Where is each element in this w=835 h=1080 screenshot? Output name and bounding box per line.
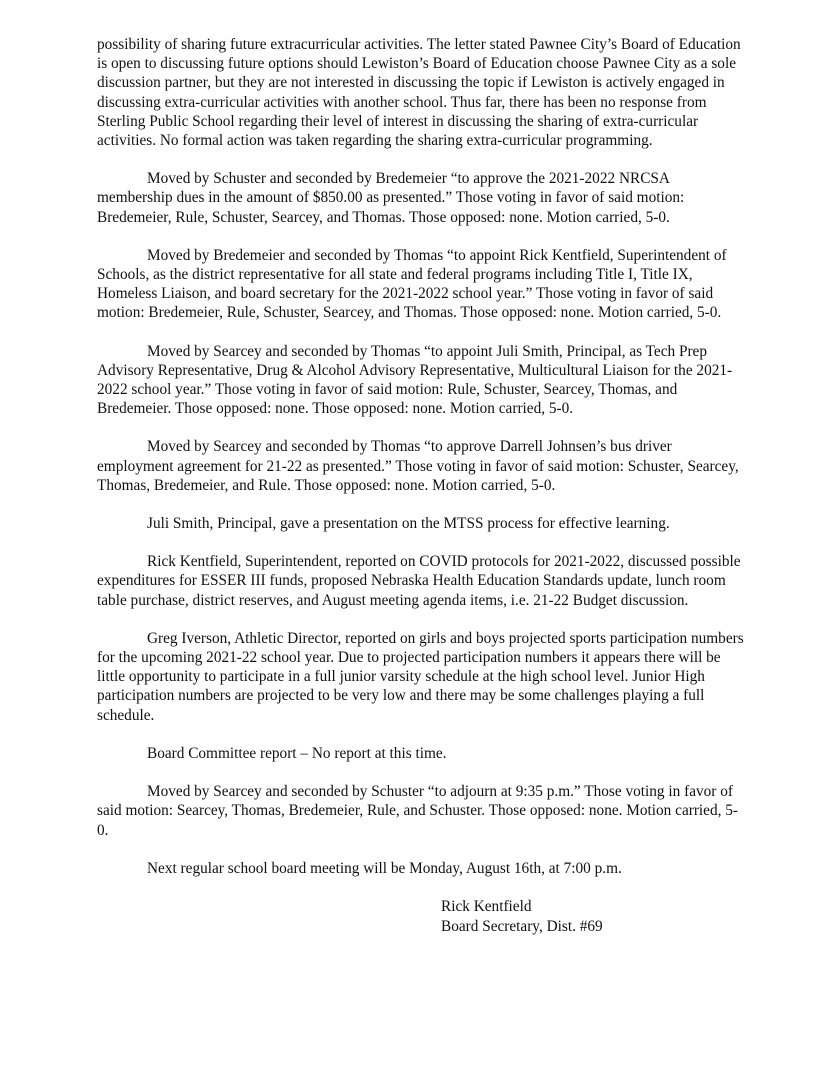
paragraph-board-committee-report: Board Committee report – No report at this time. (147, 744, 447, 762)
paragraph-superintendent-report: Rick Kentfield, Superintendent, reported on COVID protocols for 2021-2022, discussed possible expenditures for ESSER III funds, proposed Nebraska Health Education Standards update, lunch room table purchase, district reserves, and August meeting agenda items, i.e. 21-22 Budget discussion. (97, 553, 741, 609)
paragraph-athletic-director-report: Greg Iverson, Athletic Director, reported on girls and boys projected sports participation numbers for the upcoming 2021-22 school year. Due to projected participation numbers it appears there will be little opportunity to participate in a full junior varsity schedule at the high school level. Junior High participation numbers are projected to be very low and there may be some challenges playing a full schedule. (97, 629, 744, 724)
paragraph-bus-driver-motion: Moved by Searcey and seconded by Thomas “to approve Darrell Johnsen’s bus driver employment agreement for 21-22 as presented.” Those voting in favor of said motion: Schuster, Searcey, Thomas, Bredemeier, and Rule. Those opposed: none. Motion carried, 5-0. (97, 438, 739, 494)
paragraph-mtss-presentation: Juli Smith, Principal, gave a presentation on the MTSS process for effective learning. (147, 515, 670, 533)
paragraph-principal-appointment-motion: Moved by Searcey and seconded by Thomas “to appoint Juli Smith, Principal, as Tech Prep Advisory Representative, Drug & Alcohol Advisory Representative, Multicultural Liaison for the 2021-2022 school year.” Those voting in favor of said motion: Rule, Schuster, Searcey, Thomas, and Bredemeier. Those opposed: none. Those opposed: none. Motion carried, 5-0. (97, 342, 733, 418)
signature-title: Board Secretary, Dist. #69 (441, 917, 603, 935)
document-page (97, 35, 747, 937)
paragraph-extracurricular-sharing: possibility of sharing future extracurricular activities. The letter stated Pawnee City’s Board of Education is open to discussing future options should Lewiston’s Board of Education choose Pawnee City as a sole discussion partner, but they are not interested in discussing the topic if Lewiston is actively engaged in discussing extra-curricular activities with another school. Thus far, there has been no response from Sterling Public School regarding their level of interest in discussing the sharing of extra-curricular activities. No formal action was taken regarding the sharing extra-curricular programming. (97, 36, 741, 150)
paragraph-next-meeting: Next regular school board meeting will be Monday, August 16th, at 7:00 p.m. (147, 859, 622, 877)
paragraph-adjourn-motion: Moved by Searcey and seconded by Schuster “to adjourn at 9:35 p.m.” Those voting in favor of said motion: Searcey, Thomas, Bredemeier, Rule, and Schuster. Those opposed: none. Motion carried, 5-0. (97, 783, 739, 839)
signature-block (441, 897, 747, 937)
signature-name: Rick Kentfield (441, 897, 532, 915)
paragraph-district-representative-motion: Moved by Bredemeier and seconded by Thomas “to appoint Rick Kentfield, Superintendent of Schools, as the district representative for all state and federal programs including Title I, Title IX, Homeless Liaison, and board secretary for the 2021-2022 school year.” Those voting in favor of said motion: Bredemeier, Rule, Schuster, Searcey, and Thomas. Those opposed: none. Motion carried, 5-0. (97, 246, 727, 322)
paragraph-nrcsa-dues-motion: Moved by Schuster and seconded by Bredemeier “to approve the 2021-2022 NRCSA membership dues in the amount of $850.00 as presented.” Those voting in favor of said motion: Bredemeier, Rule, Schuster, Searcey, and Thomas. Those opposed: none. Motion carried, 5-0. (97, 170, 685, 226)
